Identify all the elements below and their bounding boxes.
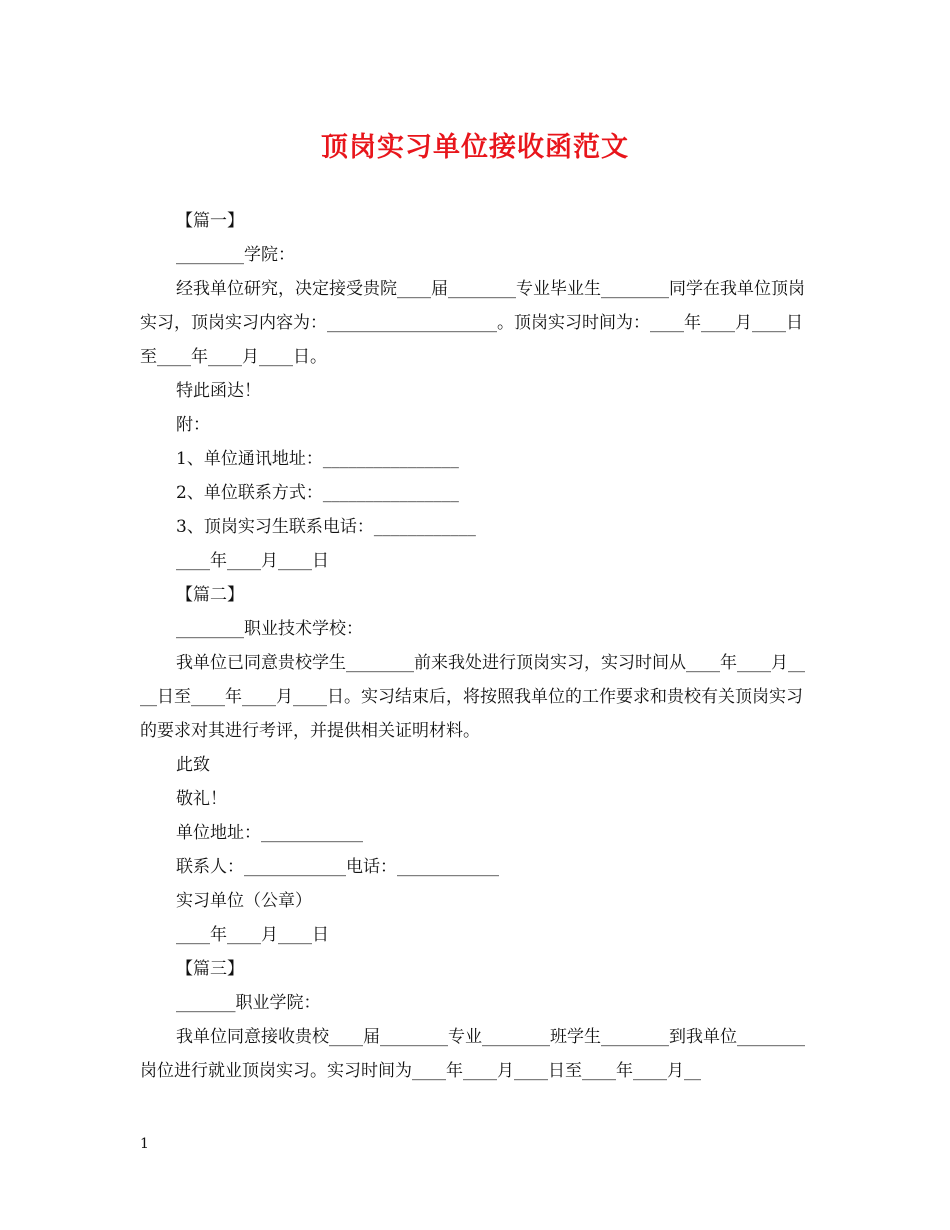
salutation-line: 此致 [176, 755, 210, 775]
page-number: 1 [140, 1136, 149, 1152]
phone-line: 3、顶岗实习生联系电话：____________ [176, 517, 476, 537]
attachment-label: 附： [176, 415, 210, 435]
document-body [140, 204, 812, 1088]
recipient-line: ________职业技术学校： [176, 619, 363, 639]
contact-method-line: 2、单位联系方式：________________ [176, 483, 459, 503]
recipient-line: _______职业学院： [176, 993, 321, 1013]
address-line: 单位地址：____________ [176, 823, 363, 843]
date-line: ____年____月____日 [176, 925, 329, 945]
date-line: ____年____月____日 [176, 551, 329, 571]
body-paragraph: 我单位同意接收贵校____届________专业________班学生________到我单位________岗位进行就业顶岗实习。实习时间为____年____月____日至____年____月__ [140, 1027, 805, 1081]
document-title: 顶岗实习单位接收函范文 [321, 132, 629, 163]
recipient-line: ________学院： [176, 245, 295, 265]
section-heading-2: 【篇二】 [176, 585, 244, 605]
section-heading-1: 【篇一】 [176, 211, 244, 231]
section-heading-3: 【篇三】 [176, 959, 244, 979]
body-paragraph: 经我单位研究，决定接受贵院____届________专业毕业生________同学在我单位顶岗实习，顶岗实习内容为：____________________。顶岗实习时间为：____年____月____日至____年____月____日。 [140, 279, 805, 367]
address-line: 1、单位通讯地址：________________ [176, 449, 459, 469]
salutation-line: 敬礼！ [176, 789, 227, 809]
contact-line: 联系人：____________电话：____________ [176, 857, 499, 877]
body-paragraph: 我单位已同意贵校学生________前来我处进行顶岗实习，实习时间从____年____月____日至____年____月____日。实习结束后，将按照我单位的工作要求和贵校有关顶岗实习的要求对其进行考评，并提供相关证明材料。 [140, 653, 805, 741]
closing-line: 特此函达！ [176, 381, 261, 401]
seal-line: 实习单位（公章） [176, 891, 312, 911]
